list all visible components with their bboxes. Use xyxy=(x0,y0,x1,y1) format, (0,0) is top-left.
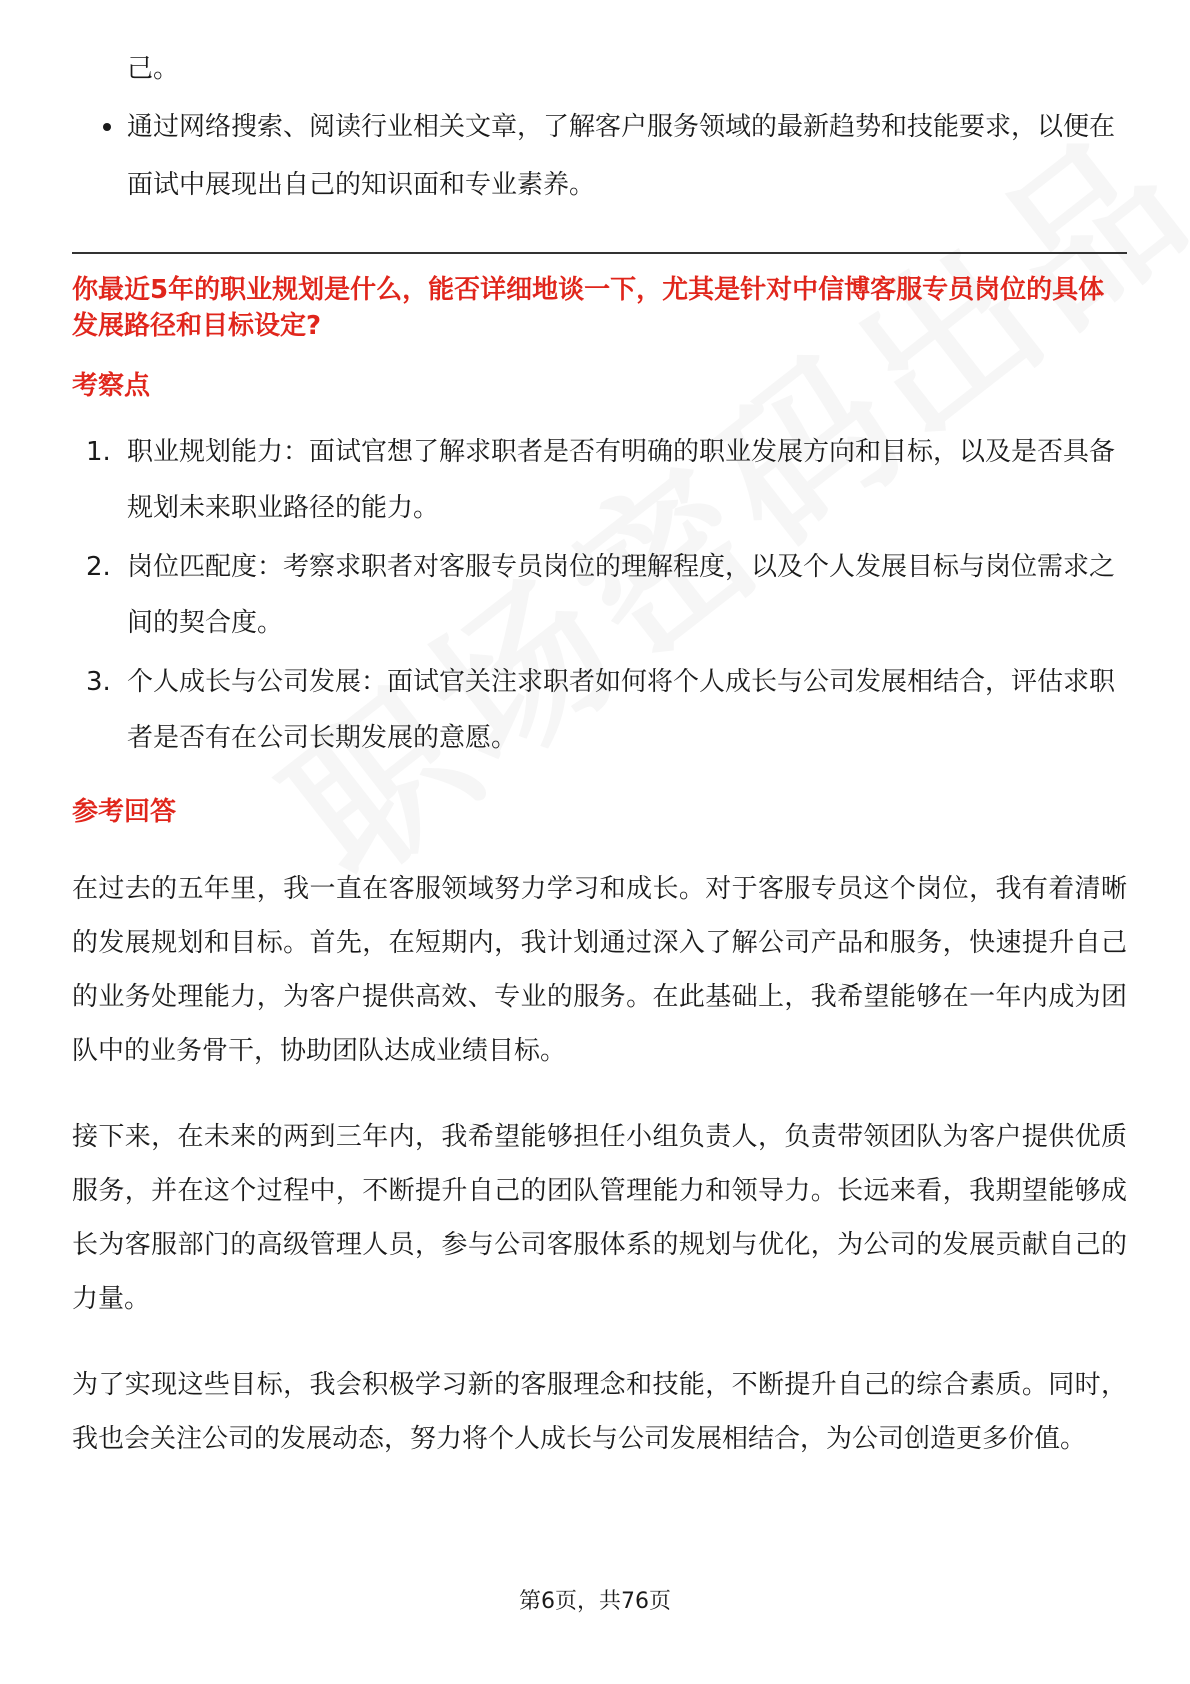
exam-point-text: 个人成长与公司发展：面试官关注求职者如何将个人成长与公司发展相结合，评估求职者是否有在公司长期发展的意愿。 xyxy=(127,667,1116,753)
exam-point-item xyxy=(72,539,1127,651)
exam-point-item xyxy=(72,424,1127,536)
list-number: 3. xyxy=(86,667,111,697)
question-heading: 你最近5年的职业规划是什么，能否详细地谈一下，尤其是针对中信博客服专员岗位的具体发展路径和目标设定? xyxy=(72,275,1105,341)
document-body xyxy=(72,40,1127,1466)
list-number: 2. xyxy=(86,552,111,582)
continuation-text: 己。 xyxy=(127,54,180,84)
answer-paragraph: 在过去的五年里，我一直在客服领域努力学习和成长。对于客服专员这个岗位，我有着清晰的发展规划和目标。首先，在短期内，我计划通过深入了解公司产品和服务，快速提升自己的业务处理能力，为客户提供高效、专业的服务。在此基础上，我希望能够在一年内成为团队中的业务骨干，协助团队达成业绩目标。 xyxy=(72,874,1127,1066)
list-number: 1. xyxy=(86,437,111,467)
reference-answer-title: 参考回答 xyxy=(72,797,177,827)
page-number: 第6页，共76页 xyxy=(519,1589,671,1614)
section-divider xyxy=(72,252,1127,254)
exam-points-list xyxy=(72,424,1127,766)
exam-point-text: 岗位匹配度：考察求职者对客服专员岗位的理解程度，以及个人发展目标与岗位需求之间的契合度。 xyxy=(127,552,1116,638)
bullet-list xyxy=(72,98,1127,214)
exam-points-title: 考察点 xyxy=(72,371,151,401)
exam-point-item xyxy=(72,654,1127,766)
answer-paragraph: 接下来，在未来的两到三年内，我希望能够担任小组负责人，负责带领团队为客户提供优质服务，并在这个过程中，不断提升自己的团队管理能力和领导力。长远来看，我期望能够成长为客服部门的高级管理人员，参与公司客服体系的规划与优化，为公司的发展贡献自己的力量。 xyxy=(72,1122,1127,1314)
answer-paragraph: 为了实现这些目标，我会积极学习新的客服理念和技能，不断提升自己的综合素质。同时，我也会关注公司的发展动态，努力将个人成长与公司发展相结合，为公司创造更多价值。 xyxy=(72,1370,1127,1454)
bullet-item: 通过网络搜索、阅读行业相关文章，了解客户服务领域的最新趋势和技能要求，以便在面试中展现出自己的知识面和专业素养。 xyxy=(72,98,1127,214)
exam-point-text: 职业规划能力：面试官想了解求职者是否有明确的职业发展方向和目标，以及是否具备规划未来职业路径的能力。 xyxy=(127,437,1116,523)
